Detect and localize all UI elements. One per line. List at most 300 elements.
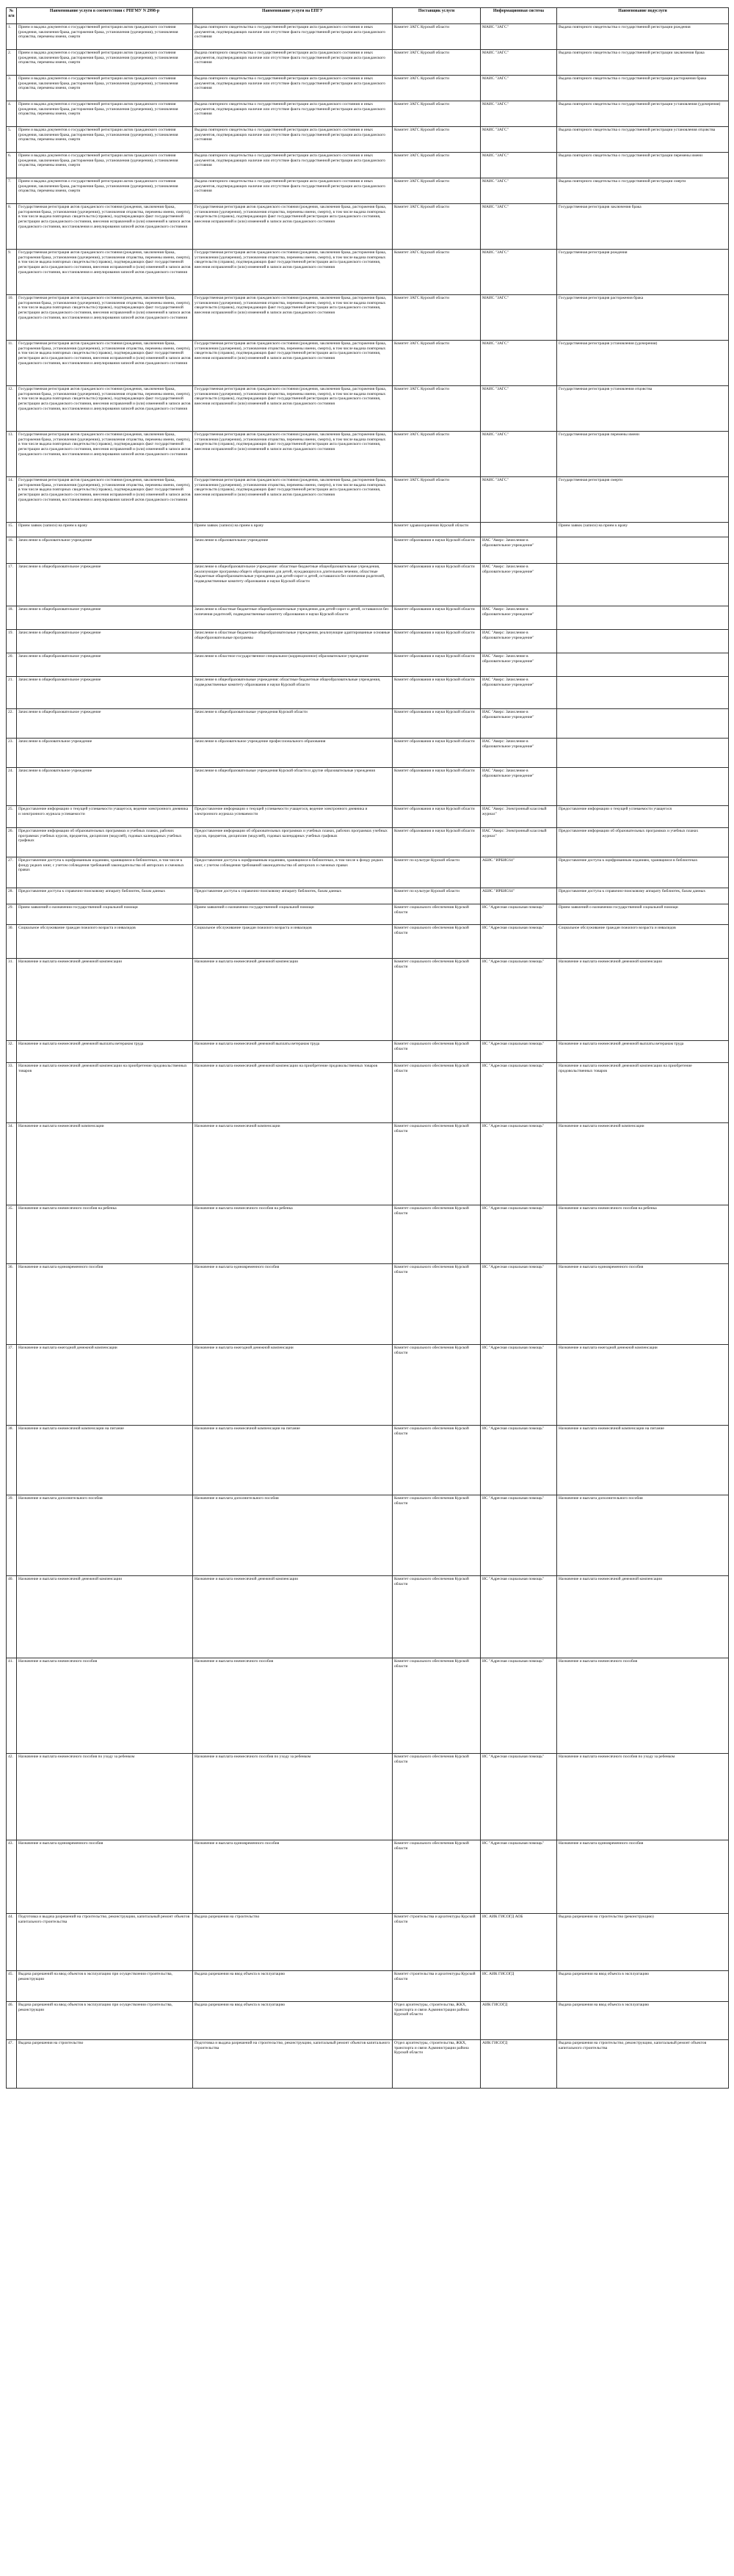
- row-number: 39.: [7, 1495, 17, 1576]
- table-row: [7, 677, 729, 709]
- info-system-cell: ИАС "Аверс: Зачисление в образовательное учреждение": [481, 564, 557, 606]
- provider-cell: Комитет социального обеспечения Курской области: [393, 1345, 481, 1426]
- table-row: [7, 630, 729, 653]
- provider-cell: Комитет ЗАГС Курской области: [393, 432, 481, 477]
- table-row: [7, 432, 729, 477]
- table-row: [7, 1426, 729, 1495]
- row-number: 43.: [7, 1840, 17, 1914]
- row-number: 19.: [7, 630, 17, 653]
- info-system-cell: АБИС "ИРБИС64": [481, 857, 557, 888]
- provider-cell: Комитет строительства и архитектуры Курской области: [393, 1971, 481, 2002]
- rpgmu-service-cell: Назначение и выплата ежегодной денежной компенсации: [17, 1345, 193, 1426]
- rpgmu-service-cell: Государственная регистрация актов гражданского состояния (рождения, заключения брака, расторжения брака, установления (удочерения), установления отцовства, перемены имени, смерти), в том числе выдача повторных свидетельств (справок), подтверждающих факт государственной регистрации акта гражданского состояния, внесения исправлений и (или) изменений в записи актов гражданского состояния, восстановления и аннулирования записей актов гражданского состояния: [17, 477, 193, 523]
- table-row: [7, 153, 729, 178]
- provider-cell: Комитет ЗАГС Курской области: [393, 341, 481, 386]
- provider-cell: Комитет социального обеспечения Курской области: [393, 1205, 481, 1264]
- rpgmu-service-cell: Выдача разрешения на строительство: [17, 2040, 193, 2089]
- epgu-service-cell: Назначение и выплата ежемесячной денежной компенсации: [193, 959, 393, 1041]
- row-number: 35.: [7, 1205, 17, 1264]
- rpgmu-service-cell: Назначение и выплата ежемесячного пособия по уходу за ребенком: [17, 1754, 193, 1840]
- subservice-cell: Прием заявлений о назначении государственной социальной помощи: [557, 904, 729, 925]
- epgu-service-cell: Предоставление информации о текущей успеваемости учащегося, ведение электронного дневника и электронного журнала успеваемости: [193, 806, 393, 828]
- rpgmu-service-cell: Государственная регистрация актов гражданского состояния (рождения, заключения брака, расторжения брака, установления (удочерения), установления отцовства, перемены имени, смерти), в том числе выдача повторных свидетельств (справок), подтверждающих факт государственной регистрации акта гражданского состояния, внесения исправлений и (или) изменений в записи актов гражданского состояния, восстановления и аннулирования записей актов гражданского состояния: [17, 386, 193, 432]
- rpgmu-service-cell: Назначение и выплата ежемесячной компенсации: [17, 1123, 193, 1205]
- rpgmu-service-cell: Зачисление в общеобразовательное учреждение: [17, 630, 193, 653]
- table-row: [7, 806, 729, 828]
- row-number: 2.: [7, 50, 17, 76]
- info-system-cell: МАИС "ЗАГС": [481, 295, 557, 341]
- subservice-cell: Назначение и выплата ежемесячного пособия: [557, 1658, 729, 1754]
- epgu-service-cell: Назначение и выплата ежемесячного пособия по уходу за ребенком: [193, 1754, 393, 1840]
- provider-cell: Комитет социального обеспечения Курской области: [393, 1063, 481, 1123]
- rpgmu-service-cell: Прием и выдача документов о государственной регистрации актов гражданского состояния (рождения, заключения брака, расторжения брака, установления (удочерения), установления отцовства, перемены имени, смерти: [17, 178, 193, 204]
- row-number: 44.: [7, 1914, 17, 1971]
- subservice-cell: Предоставление информации об образовательных программах и учебных планах: [557, 828, 729, 857]
- epgu-service-cell: Назначение и выплата ежемесячного пособия: [193, 1658, 393, 1754]
- row-number: 6.: [7, 153, 17, 178]
- row-number: 28.: [7, 888, 17, 904]
- table-row: [7, 250, 729, 295]
- provider-cell: Комитет образования и науки Курской области: [393, 537, 481, 564]
- table-row: [7, 24, 729, 50]
- provider-cell: Комитет ЗАГС Курской области: [393, 153, 481, 178]
- table-row: [7, 1041, 729, 1063]
- table-row: [7, 653, 729, 677]
- info-system-cell: [481, 523, 557, 537]
- table-body: [7, 24, 729, 2089]
- row-number: 4.: [7, 101, 17, 127]
- rpgmu-service-cell: Назначение и выплата ежемесячной денежной компенсации на приобретение продовольственных товаров: [17, 1063, 193, 1123]
- rpgmu-service-cell: Прием заявок (записи) на прием к врачу: [17, 523, 193, 537]
- subservice-cell: Назначение и выплата ежемесячной компенсации на питание: [557, 1426, 729, 1495]
- table-row: [7, 523, 729, 537]
- epgu-service-cell: Зачисление в общеобразовательные учреждения Курской области и другие образовательные учреждения: [193, 768, 393, 806]
- info-system-cell: МАИС "ЗАГС": [481, 432, 557, 477]
- table-row: [7, 1063, 729, 1123]
- info-system-cell: ИС "Адресная социальная помощь": [481, 1658, 557, 1754]
- provider-cell: Комитет образования и науки Курской области: [393, 677, 481, 709]
- epgu-service-cell: Назначение и выплата единовременного пособия: [193, 1264, 393, 1345]
- subservice-cell: Предоставление информации о текущей успеваемости учащегося: [557, 806, 729, 828]
- info-system-cell: ИС "Адресная социальная помощь": [481, 904, 557, 925]
- rpgmu-service-cell: Зачисление в общеобразовательное учреждение: [17, 709, 193, 739]
- info-system-cell: МАИС "ЗАГС": [481, 24, 557, 50]
- rpgmu-service-cell: Назначение и выплата единовременного пособия: [17, 1264, 193, 1345]
- provider-cell: Комитет образования и науки Курской области: [393, 806, 481, 828]
- table-row: [7, 857, 729, 888]
- header-number: № п/п: [7, 8, 17, 24]
- row-number: 17.: [7, 564, 17, 606]
- rpgmu-service-cell: Прием и выдача документов о государственной регистрации актов гражданского состояния (рождения, заключения брака, расторжения брака, установления (удочерения), установления отцовства, перемены имени, смерти: [17, 153, 193, 178]
- provider-cell: Отдел архитектуры, строительства, ЖКХ, транспорта и связи Администрации района Курской области: [393, 2040, 481, 2089]
- row-number: 45.: [7, 1971, 17, 2002]
- info-system-cell: МАИС "ЗАГС": [481, 250, 557, 295]
- table-header: [7, 8, 729, 24]
- rpgmu-service-cell: Назначение и выплата дополнительного пособия: [17, 1495, 193, 1576]
- row-number: 30.: [7, 925, 17, 959]
- epgu-service-cell: Социальное обслуживание граждан пожилого возраста и инвалидов: [193, 925, 393, 959]
- provider-cell: Комитет ЗАГС Курской области: [393, 178, 481, 204]
- row-number: 34.: [7, 1123, 17, 1205]
- info-system-cell: ИАС "Аверс: Зачисление в образовательное учреждение": [481, 537, 557, 564]
- epgu-service-cell: Выдача разрешения на ввод объекта в эксплуатацию: [193, 2002, 393, 2040]
- provider-cell: Комитет социального обеспечения Курской области: [393, 1123, 481, 1205]
- provider-cell: Комитет ЗАГС Курской области: [393, 204, 481, 250]
- epgu-service-cell: Назначение и выплата единовременного пособия: [193, 1840, 393, 1914]
- rpgmu-service-cell: Государственная регистрация актов гражданского состояния (рождения, заключения брака, расторжения брака, установления (удочерения), установления отцовства, перемены имени, смерти), в том числе выдача повторных свидетельств (справок), подтверждающих факт государственной регистрации акта гражданского состояния, внесения исправлений и (или) изменений в записи актов гражданского состояния, восстановления и аннулирования записей актов гражданского состояния: [17, 204, 193, 250]
- provider-cell: Комитет ЗАГС Курской области: [393, 50, 481, 76]
- row-number: 21.: [7, 677, 17, 709]
- epgu-service-cell: Зачисление в образовательное учреждение профессионального образования: [193, 739, 393, 768]
- epgu-service-cell: Государственная регистрация актов гражданского состояния (рождения, заключения брака, расторжения брака, установления (удочерения), установления отцовства, перемены имени, смерти), в том числе выдача повторных свидетельств (справок), подтверждающих факт государственной регистрации акта гражданского состояния, внесения исправлений и (или) изменений в записи актов гражданского состояния: [193, 204, 393, 250]
- provider-cell: Комитет социального обеспечения Курской области: [393, 1754, 481, 1840]
- provider-cell: Комитет образования и науки Курской области: [393, 606, 481, 630]
- table-row: [7, 1840, 729, 1914]
- provider-cell: Комитет социального обеспечения Курской области: [393, 1576, 481, 1658]
- subservice-cell: Назначение и выплата ежемесячного пособия по уходу за ребенком: [557, 1754, 729, 1840]
- row-number: 24.: [7, 768, 17, 806]
- info-system-cell: АИК ГИСОГД: [481, 2040, 557, 2089]
- info-system-cell: МАИС "ЗАГС": [481, 101, 557, 127]
- epgu-service-cell: Назначение и выплата ежемесячной компенсации на питание: [193, 1426, 393, 1495]
- row-number: 15.: [7, 523, 17, 537]
- info-system-cell: МАИС "ЗАГС": [481, 204, 557, 250]
- epgu-service-cell: Зачисление в областные бюджетные общеобразовательные учреждения для детей-сирот и детей, оставшихся без попечения родителей, подведомственные комитету образования и науки Курской области: [193, 606, 393, 630]
- epgu-service-cell: Выдача разрешения на ввод объекта в эксплуатацию: [193, 1971, 393, 2002]
- subservice-cell: Предоставление доступа к оцифрованным изданиям, хранящимся в библиотеках: [557, 857, 729, 888]
- info-system-cell: ИС "Адресная социальная помощь": [481, 1840, 557, 1914]
- subservice-cell: Назначение и выплата ежемесячной денежной выплаты ветеранам труда: [557, 1041, 729, 1063]
- row-number: 37.: [7, 1345, 17, 1426]
- table-row: [7, 1345, 729, 1426]
- row-number: 23.: [7, 739, 17, 768]
- info-system-cell: МАИС "ЗАГС": [481, 386, 557, 432]
- epgu-service-cell: Назначение и выплата дополнительного пособия: [193, 1495, 393, 1576]
- row-number: 38.: [7, 1426, 17, 1495]
- epgu-service-cell: Выдача повторного свидетельства о государственной регистрации акта гражданского состояния и иных документов, подтверждающих наличие или отсутствие факта государственной регистрации акта гражданского состояния: [193, 178, 393, 204]
- info-system-cell: ИС "Адресная социальная помощь": [481, 1063, 557, 1123]
- table-row: [7, 1914, 729, 1971]
- provider-cell: Комитет строительства и архитектуры Курской области: [393, 1914, 481, 1971]
- rpgmu-service-cell: Выдача разрешений на ввод объектов в эксплуатацию при осуществлении строительства, реконструкции: [17, 1971, 193, 2002]
- provider-cell: Комитет социального обеспечения Курской области: [393, 959, 481, 1041]
- table-row: [7, 904, 729, 925]
- rpgmu-service-cell: Прием и выдача документов о государственной регистрации актов гражданского состояния (рождения, заключения брака, расторжения брака, установления (удочерения), установления отцовства, перемены имени, смерти: [17, 24, 193, 50]
- row-number: 32.: [7, 1041, 17, 1063]
- subservice-cell: Государственная регистрация заключения брака: [557, 204, 729, 250]
- row-number: 47.: [7, 2040, 17, 2089]
- subservice-cell: Выдача повторного свидетельства о государственной регистрации рождения: [557, 24, 729, 50]
- provider-cell: Комитет по культуре Курской области: [393, 857, 481, 888]
- provider-cell: Комитет социального обеспечения Курской области: [393, 1840, 481, 1914]
- services-registry-sheet: [6, 7, 728, 2089]
- rpgmu-service-cell: Социальное обслуживание граждан пожилого возраста и инвалидов: [17, 925, 193, 959]
- provider-cell: Комитет социального обеспечения Курской области: [393, 925, 481, 959]
- rpgmu-service-cell: Зачисление в общеобразовательное учреждение: [17, 606, 193, 630]
- epgu-service-cell: Предоставление доступа к оцифрованным изданиям, хранящимся в библиотеках, в том числе к фонду редких книг, с учетом соблюдения требований законодательства об авторских и смежных правах: [193, 857, 393, 888]
- info-system-cell: МАИС "ЗАГС": [481, 76, 557, 101]
- epgu-service-cell: Назначение и выплата ежемесячной денежной компенсации на приобретение продовольственных товаров: [193, 1063, 393, 1123]
- epgu-service-cell: Выдача разрешения на строительство: [193, 1914, 393, 1971]
- table-row: [7, 341, 729, 386]
- table-row: [7, 204, 729, 250]
- info-system-cell: ИАС "Аверс: Зачисление в образовательное учреждение": [481, 677, 557, 709]
- epgu-service-cell: Выдача повторного свидетельства о государственной регистрации акта гражданского состояния и иных документов, подтверждающих наличие или отсутствие факта государственной регистрации акта гражданского состояния: [193, 153, 393, 178]
- row-number: 26.: [7, 828, 17, 857]
- info-system-cell: ИС АИК ГИСОГД АОБ: [481, 1914, 557, 1971]
- epgu-service-cell: Прием заявок (записи) на прием к врачу: [193, 523, 393, 537]
- info-system-cell: МАИС "ЗАГС": [481, 50, 557, 76]
- rpgmu-service-cell: Государственная регистрация актов гражданского состояния (рождения, заключения брака, расторжения брака, установления (удочерения), установления отцовства, перемены имени, смерти), в том числе выдача повторных свидетельств (справок), подтверждающих факт государственной регистрации акта гражданского состояния, внесения исправлений и (или) изменений в записи актов гражданского состояния, восстановления и аннулирования записей актов гражданского состояния: [17, 250, 193, 295]
- subservice-cell: [557, 709, 729, 739]
- info-system-cell: ИАС "Аверс: Зачисление в образовательное учреждение": [481, 739, 557, 768]
- provider-cell: Комитет ЗАГС Курской области: [393, 477, 481, 523]
- row-number: 3.: [7, 76, 17, 101]
- rpgmu-service-cell: Прием и выдача документов о государственной регистрации актов гражданского состояния (рождения, заключения брака, расторжения брака, установления (удочерения), установления отцовства, перемены имени, смерти: [17, 76, 193, 101]
- provider-cell: Комитет социального обеспечения Курской области: [393, 1264, 481, 1345]
- row-number: 10.: [7, 295, 17, 341]
- info-system-cell: ИС "Адресная социальная помощь": [481, 1123, 557, 1205]
- table-row: [7, 739, 729, 768]
- table-row: [7, 959, 729, 1041]
- rpgmu-service-cell: Назначение и выплата ежемесячного пособия: [17, 1658, 193, 1754]
- rpgmu-service-cell: Зачисление в образовательное учреждение: [17, 739, 193, 768]
- row-number: 16.: [7, 537, 17, 564]
- rpgmu-service-cell: Назначение и выплата ежемесячной денежной выплаты ветеранам труда: [17, 1041, 193, 1063]
- epgu-service-cell: Прием заявлений о назначении государственной социальной помощи: [193, 904, 393, 925]
- subservice-cell: Выдача повторного свидетельства о государственной регистрации заключения брака: [557, 50, 729, 76]
- rpgmu-service-cell: Зачисление в образовательное учреждение: [17, 768, 193, 806]
- table-row: [7, 101, 729, 127]
- epgu-service-cell: Зачисление в областные бюджетные общеобразовательные учреждения, реализующие адаптированные основные общеобразовательные программы: [193, 630, 393, 653]
- row-number: 13.: [7, 432, 17, 477]
- provider-cell: Комитет образования и науки Курской области: [393, 828, 481, 857]
- info-system-cell: ИС "Адресная социальная помощь": [481, 1495, 557, 1576]
- rpgmu-service-cell: Выдача разрешений на ввод объектов в эксплуатацию при осуществлении строительства, реконструкции: [17, 2002, 193, 2040]
- rpgmu-service-cell: Зачисление в общеобразовательное учреждение: [17, 653, 193, 677]
- info-system-cell: МАИС "ЗАГС": [481, 178, 557, 204]
- provider-cell: Комитет здравоохранения Курской области: [393, 523, 481, 537]
- rpgmu-service-cell: Прием заявлений о назначении государственной социальной помощи: [17, 904, 193, 925]
- info-system-cell: ИАС "Аверс: Электронный классный журнал": [481, 828, 557, 857]
- rpgmu-service-cell: Назначение и выплата ежемесячного пособия на ребенка: [17, 1205, 193, 1264]
- rpgmu-service-cell: Назначение и выплата единовременного пособия: [17, 1840, 193, 1914]
- provider-cell: Отдел архитектуры, строительства, ЖКХ, транспорта и связи Администрации района Курской области: [393, 2002, 481, 2040]
- subservice-cell: [557, 768, 729, 806]
- subservice-cell: [557, 606, 729, 630]
- table-row: [7, 295, 729, 341]
- row-number: 14.: [7, 477, 17, 523]
- epgu-service-cell: Предоставление доступа к справочно-поисковому аппарату библиотек, базам данных: [193, 888, 393, 904]
- epgu-service-cell: Государственная регистрация актов гражданского состояния (рождения, заключения брака, расторжения брака, установления (удочерения), установления отцовства, перемены имени, смерти), в том числе выдача повторных свидетельств (справок), подтверждающих факт государственной регистрации акта гражданского состояния, внесения исправлений и (или) изменений в записи актов гражданского состояния: [193, 341, 393, 386]
- epgu-service-cell: Назначение и выплата ежемесячной компенсации: [193, 1123, 393, 1205]
- subservice-cell: Выдача повторного свидетельства о государственной регистрации расторжения брака: [557, 76, 729, 101]
- provider-cell: Комитет социального обеспечения Курской области: [393, 904, 481, 925]
- row-number: 46.: [7, 2002, 17, 2040]
- subservice-cell: Выдача повторного свидетельства о государственной регистрации установления отцовства: [557, 127, 729, 153]
- table-row: [7, 50, 729, 76]
- subservice-cell: [557, 677, 729, 709]
- epgu-service-cell: Выдача повторного свидетельства о государственной регистрации акта гражданского состояния и иных документов, подтверждающих наличие или отсутствие факта государственной регистрации акта гражданского состояния: [193, 127, 393, 153]
- table-row: [7, 477, 729, 523]
- row-number: 7.: [7, 178, 17, 204]
- info-system-cell: ИС "Адресная социальная помощь": [481, 925, 557, 959]
- subservice-cell: Назначение и выплата единовременного пособия: [557, 1840, 729, 1914]
- provider-cell: Комитет социального обеспечения Курской области: [393, 1426, 481, 1495]
- epgu-service-cell: Назначение и выплата ежегодной денежной компенсации: [193, 1345, 393, 1426]
- provider-cell: Комитет ЗАГС Курской области: [393, 24, 481, 50]
- row-number: 25.: [7, 806, 17, 828]
- epgu-service-cell: Выдача повторного свидетельства о государственной регистрации акта гражданского состояния и иных документов, подтверждающих наличие или отсутствие факта государственной регистрации акта гражданского состояния: [193, 50, 393, 76]
- header-provider: Поставщик услуги: [393, 8, 481, 24]
- epgu-service-cell: Выдача повторного свидетельства о государственной регистрации акта гражданского состояния и иных документов, подтверждающих наличие или отсутствие факта государственной регистрации акта гражданского состояния: [193, 101, 393, 127]
- subservice-cell: Назначение и выплата единовременного пособия: [557, 1264, 729, 1345]
- table-row: [7, 709, 729, 739]
- provider-cell: Комитет социального обеспечения Курской области: [393, 1495, 481, 1576]
- epgu-service-cell: Назначение и выплата ежемесячной денежной выплаты ветеранам труда: [193, 1041, 393, 1063]
- rpgmu-service-cell: Предоставление доступа к оцифрованным изданиям, хранящимся в библиотеках, в том числе к фонду редких книг, с учетом соблюдения требований законодательства об авторских и смежных правах: [17, 857, 193, 888]
- rpgmu-service-cell: Назначение и выплата ежемесячной денежной компенсации: [17, 959, 193, 1041]
- subservice-cell: Социальное обслуживание граждан пожилого возраста и инвалидов: [557, 925, 729, 959]
- epgu-service-cell: Зачисление в общеобразовательные учреждения Курской области: [193, 709, 393, 739]
- epgu-service-cell: Зачисление в общеобразовательные учреждения: областные бюджетные общеобразовательные учреждения, подведомственные комитету образования и науки Курской области: [193, 677, 393, 709]
- subservice-cell: [557, 537, 729, 564]
- provider-cell: Комитет социального обеспечения Курской области: [393, 1041, 481, 1063]
- table-row: [7, 76, 729, 101]
- provider-cell: Комитет ЗАГС Курской области: [393, 127, 481, 153]
- epgu-service-cell: Назначение и выплата ежемесячной денежной компенсации: [193, 1576, 393, 1658]
- epgu-service-cell: Зачисление в областное государственное специальное (коррекционное) образовательное учреждение: [193, 653, 393, 677]
- row-number: 40.: [7, 1576, 17, 1658]
- table-row: [7, 2002, 729, 2040]
- table-row: [7, 925, 729, 959]
- table-row: [7, 127, 729, 153]
- table-row: [7, 178, 729, 204]
- rpgmu-service-cell: Государственная регистрация актов гражданского состояния (рождения, заключения брака, расторжения брака, установления (удочерения), установления отцовства, перемены имени, смерти), в том числе выдача повторных свидетельств (справок), подтверждающих факт государственной регистрации акта гражданского состояния, внесения исправлений и (или) изменений в записи актов гражданского состояния, восстановления и аннулирования записей актов гражданского состояния: [17, 432, 193, 477]
- subservice-cell: Выдача повторного свидетельства о государственной регистрации перемены имени: [557, 153, 729, 178]
- table-row: [7, 1264, 729, 1345]
- provider-cell: Комитет социального обеспечения Курской области: [393, 1658, 481, 1754]
- table-row: [7, 1754, 729, 1840]
- row-number: 1.: [7, 24, 17, 50]
- table-row: [7, 1205, 729, 1264]
- info-system-cell: ИАС "Аверс: Зачисление в образовательное учреждение": [481, 768, 557, 806]
- subservice-cell: Выдача разрешения на ввод объекта в эксплуатацию: [557, 2002, 729, 2040]
- epgu-service-cell: Назначение и выплата ежемесячного пособия на ребенка: [193, 1205, 393, 1264]
- row-number: 33.: [7, 1063, 17, 1123]
- subservice-cell: [557, 630, 729, 653]
- info-system-cell: ИС "Адресная социальная помощь": [481, 1041, 557, 1063]
- table-row: [7, 1576, 729, 1658]
- table-row: [7, 1123, 729, 1205]
- epgu-service-cell: Зачисление в общеобразовательное учреждение: областные бюджетные общеобразовательные учреждения, реализующие программы общего образования для детей, нуждающихся в длительном лечении, областные бюджетные общеобразовательные учреждения для детей-сирот и детей, оставшихся без попечения родителей, подведомственные комитету образования и науки Курской области: [193, 564, 393, 606]
- row-number: 8.: [7, 204, 17, 250]
- row-number: 42.: [7, 1754, 17, 1840]
- rpgmu-service-cell: Зачисление в общеобразовательное учреждение: [17, 564, 193, 606]
- table-row: [7, 768, 729, 806]
- epgu-service-cell: Государственная регистрация актов гражданского состояния (рождения, заключения брака, расторжения брака, установления (удочерения), установления отцовства, перемены имени, смерти), в том числе выдача повторных свидетельств (справок), подтверждающих факт государственной регистрации акта гражданского состояния, внесения исправлений и (или) изменений в записи актов гражданского состояния: [193, 386, 393, 432]
- provider-cell: Комитет ЗАГС Курской области: [393, 295, 481, 341]
- table-row: [7, 1971, 729, 2002]
- provider-cell: Комитет образования и науки Курской области: [393, 739, 481, 768]
- provider-cell: Комитет образования и науки Курской области: [393, 768, 481, 806]
- subservice-cell: Государственная регистрация рождения: [557, 250, 729, 295]
- subservice-cell: Назначение и выплата ежемесячного пособия на ребенка: [557, 1205, 729, 1264]
- subservice-cell: Государственная регистрация перемены имени: [557, 432, 729, 477]
- table-row: [7, 888, 729, 904]
- services-table: [6, 7, 729, 2089]
- row-number: 5.: [7, 127, 17, 153]
- info-system-cell: ИС "Адресная социальная помощь": [481, 1754, 557, 1840]
- info-system-cell: МАИС "ЗАГС": [481, 341, 557, 386]
- epgu-service-cell: Государственная регистрация актов гражданского состояния (рождения, заключения брака, расторжения брака, установления (удочерения), установления отцовства, перемены имени, смерти), в том числе выдача повторных свидетельств (справок), подтверждающих факт государственной регистрации акта гражданского состояния, внесения исправлений и (или) изменений в записи актов гражданского состояния: [193, 432, 393, 477]
- rpgmu-service-cell: Прием и выдача документов о государственной регистрации актов гражданского состояния (рождения, заключения брака, расторжения брака, установления (удочерения), установления отцовства, перемены имени, смерти: [17, 50, 193, 76]
- rpgmu-service-cell: Прием и выдача документов о государственной регистрации актов гражданского состояния (рождения, заключения брака, расторжения брака, установления (удочерения), установления отцовства, перемены имени, смерти: [17, 127, 193, 153]
- table-row: [7, 1658, 729, 1754]
- epgu-service-cell: Зачисление в образовательное учреждение: [193, 537, 393, 564]
- rpgmu-service-cell: Прием и выдача документов о государственной регистрации актов гражданского состояния (рождения, заключения брака, расторжения брака, установления (удочерения), установления отцовства, перемены имени, смерти: [17, 101, 193, 127]
- subservice-cell: Выдача повторного свидетельства о государственной регистрации установления (удочерения): [557, 101, 729, 127]
- header-epgu-service: Наименование услуги на ЕПГУ: [193, 8, 393, 24]
- provider-cell: Комитет по культуре Курской области: [393, 888, 481, 904]
- provider-cell: Комитет образования и науки Курской области: [393, 564, 481, 606]
- provider-cell: Комитет ЗАГС Курской области: [393, 76, 481, 101]
- info-system-cell: ИАС "Аверс: Зачисление в образовательное учреждение": [481, 709, 557, 739]
- info-system-cell: ИС "Адресная социальная помощь": [481, 959, 557, 1041]
- info-system-cell: МАИС "ЗАГС": [481, 127, 557, 153]
- table-row: [7, 386, 729, 432]
- info-system-cell: АБИС "ИРБИС64": [481, 888, 557, 904]
- info-system-cell: ИС "Адресная социальная помощь": [481, 1345, 557, 1426]
- subservice-cell: Выдача разрешения на строительство (реконструкцию): [557, 1914, 729, 1971]
- rpgmu-service-cell: Зачисление в образовательное учреждение: [17, 537, 193, 564]
- row-number: 36.: [7, 1264, 17, 1345]
- provider-cell: Комитет образования и науки Курской области: [393, 709, 481, 739]
- provider-cell: Комитет образования и науки Курской области: [393, 630, 481, 653]
- subservice-cell: Назначение и выплата ежемесячной денежной компенсации: [557, 959, 729, 1041]
- epgu-service-cell: Государственная регистрация актов гражданского состояния (рождения, заключения брака, расторжения брака, установления (удочерения), установления отцовства, перемены имени, смерти), в том числе выдача повторных свидетельств (справок), подтверждающих факт государственной регистрации акта гражданского состояния, внесения исправлений и (или) изменений в записи актов гражданского состояния: [193, 295, 393, 341]
- subservice-cell: [557, 653, 729, 677]
- row-number: 41.: [7, 1658, 17, 1754]
- info-system-cell: ИС "Адресная социальная помощь": [481, 1426, 557, 1495]
- subservice-cell: [557, 739, 729, 768]
- row-number: 9.: [7, 250, 17, 295]
- provider-cell: Комитет образования и науки Курской области: [393, 653, 481, 677]
- row-number: 12.: [7, 386, 17, 432]
- row-number: 22.: [7, 709, 17, 739]
- subservice-cell: Назначение и выплата ежегодной денежной компенсации: [557, 1345, 729, 1426]
- subservice-cell: Назначение и выплата дополнительного пособия: [557, 1495, 729, 1576]
- provider-cell: Комитет ЗАГС Курской области: [393, 250, 481, 295]
- epgu-service-cell: Государственная регистрация актов гражданского состояния (рождения, заключения брака, расторжения брака, установления (удочерения), установления отцовства, перемены имени, смерти), в том числе выдача повторных свидетельств (справок), подтверждающих факт государственной регистрации акта гражданского состояния, внесения исправлений и (или) изменений в записи актов гражданского состояния: [193, 250, 393, 295]
- subservice-cell: Выдача повторного свидетельства о государственной регистрации смерти: [557, 178, 729, 204]
- info-system-cell: ИС АИК ГИСОГД: [481, 1971, 557, 2002]
- info-system-cell: ИС "Адресная социальная помощь": [481, 1576, 557, 1658]
- info-system-cell: ИАС "Аверс: Зачисление в образовательное учреждение": [481, 606, 557, 630]
- subservice-cell: Государственная регистрация смерти: [557, 477, 729, 523]
- info-system-cell: ИАС "Аверс: Зачисление в образовательное учреждение": [481, 630, 557, 653]
- subservice-cell: Назначение и выплата ежемесячной компенсации: [557, 1123, 729, 1205]
- rpgmu-service-cell: Государственная регистрация актов гражданского состояния (рождения, заключения брака, расторжения брака, установления (удочерения), установления отцовства, перемены имени, смерти), в том числе выдача повторных свидетельств (справок), подтверждающих факт государственной регистрации акта гражданского состояния, внесения исправлений и (или) изменений в записи актов гражданского состояния, восстановления и аннулирования записей актов гражданского состояния: [17, 295, 193, 341]
- info-system-cell: ИС "Адресная социальная помощь": [481, 1205, 557, 1264]
- provider-cell: Комитет ЗАГС Курской области: [393, 101, 481, 127]
- row-number: 11.: [7, 341, 17, 386]
- epgu-service-cell: Предоставление информации об образовательных программах и учебных планах, рабочих программах учебных курсов, предметов, дисциплин (модулей), годовых календарных учебных графиках: [193, 828, 393, 857]
- row-number: 31.: [7, 959, 17, 1041]
- table-row: [7, 564, 729, 606]
- subservice-cell: Государственная регистрация установления отцовства: [557, 386, 729, 432]
- row-number: 20.: [7, 653, 17, 677]
